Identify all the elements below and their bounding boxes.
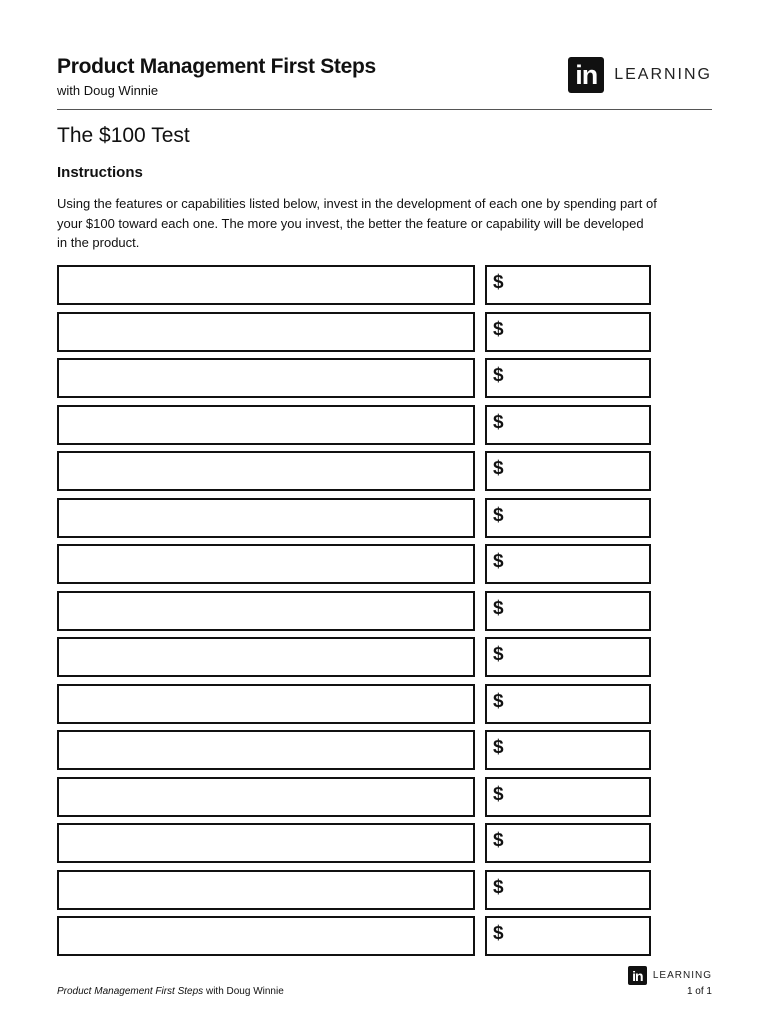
amount-field[interactable] — [485, 637, 651, 677]
amount-field[interactable] — [485, 591, 651, 631]
feature-field[interactable] — [57, 544, 475, 584]
dollar-sign: $ — [493, 690, 504, 712]
document-header — [57, 55, 712, 110]
form-row — [57, 916, 651, 956]
form-row — [57, 730, 651, 770]
feature-field[interactable] — [57, 312, 475, 352]
dollar-sign: $ — [493, 597, 504, 619]
dollar-sign: $ — [493, 272, 504, 293]
form-row — [57, 823, 651, 863]
instructions-text: Using the features or capabilities listed below, invest in the development of each one by spending part of your $100 toward each one. The more you invest, the better the feature or capability will be developed in the product. — [57, 196, 657, 250]
form-row — [57, 498, 651, 538]
dollar-sign: $ — [493, 365, 504, 386]
form-row — [57, 312, 651, 352]
course-title: Product Management First Steps — [57, 55, 376, 78]
course-author: with Doug Winnie — [57, 83, 159, 98]
amount-field[interactable] — [485, 870, 651, 910]
dollar-sign: $ — [493, 318, 504, 340]
amount-field[interactable] — [485, 544, 651, 584]
feature-field[interactable] — [57, 823, 475, 863]
dollar-sign: $ — [493, 411, 504, 433]
feature-field[interactable] — [57, 637, 475, 677]
form-row — [57, 451, 651, 491]
dollar-sign: $ — [493, 923, 504, 944]
investment-form — [57, 265, 651, 963]
amount-field[interactable] — [485, 405, 651, 445]
footer-logo-text: LEARNING — [652, 970, 712, 981]
footer-course-title: Product Management First Steps — [57, 986, 204, 997]
form-row — [57, 684, 651, 724]
amount-field[interactable] — [485, 265, 651, 305]
amount-field[interactable] — [485, 730, 651, 770]
feature-field[interactable] — [57, 777, 475, 817]
amount-field[interactable] — [485, 358, 651, 398]
feature-field[interactable] — [57, 684, 475, 724]
dollar-sign: $ — [493, 458, 504, 479]
dollar-sign: $ — [493, 737, 504, 758]
feature-field[interactable] — [57, 358, 475, 398]
amount-field[interactable] — [485, 777, 651, 817]
dollar-sign: $ — [493, 830, 504, 851]
dollar-sign: $ — [493, 783, 504, 805]
section-heading: Instructions — [57, 164, 143, 181]
amount-field[interactable] — [485, 451, 651, 491]
feature-field[interactable] — [57, 265, 475, 305]
feature-field[interactable] — [57, 916, 475, 956]
linkedin-icon: in — [628, 966, 647, 985]
form-row — [57, 358, 651, 398]
footer-credit — [57, 986, 284, 997]
footer-author: with Doug Winnie — [203, 986, 284, 997]
amount-field[interactable] — [485, 312, 651, 352]
amount-field[interactable] — [485, 916, 651, 956]
amount-field[interactable] — [485, 684, 651, 724]
dollar-sign: $ — [493, 551, 504, 572]
dollar-sign: $ — [493, 876, 504, 898]
feature-field[interactable] — [57, 405, 475, 445]
form-row — [57, 265, 651, 305]
page-number: 1 of 1 — [686, 986, 712, 997]
feature-field[interactable] — [57, 870, 475, 910]
dollar-sign: $ — [493, 644, 504, 665]
feature-field[interactable] — [57, 591, 475, 631]
footer-logo — [628, 966, 712, 985]
form-row — [57, 637, 651, 677]
linkedin-learning-logo — [568, 57, 712, 93]
document-title: The $100 Test — [57, 124, 190, 147]
form-row — [57, 870, 651, 910]
form-row — [57, 405, 651, 445]
amount-field[interactable] — [485, 498, 651, 538]
feature-field[interactable] — [57, 730, 475, 770]
form-row — [57, 591, 651, 631]
logo-text: LEARNING — [614, 66, 712, 83]
dollar-sign: $ — [493, 504, 504, 526]
amount-field[interactable] — [485, 823, 651, 863]
feature-field[interactable] — [57, 498, 475, 538]
linkedin-icon: in — [568, 57, 604, 93]
form-row — [57, 777, 651, 817]
feature-field[interactable] — [57, 451, 475, 491]
form-row — [57, 544, 651, 584]
